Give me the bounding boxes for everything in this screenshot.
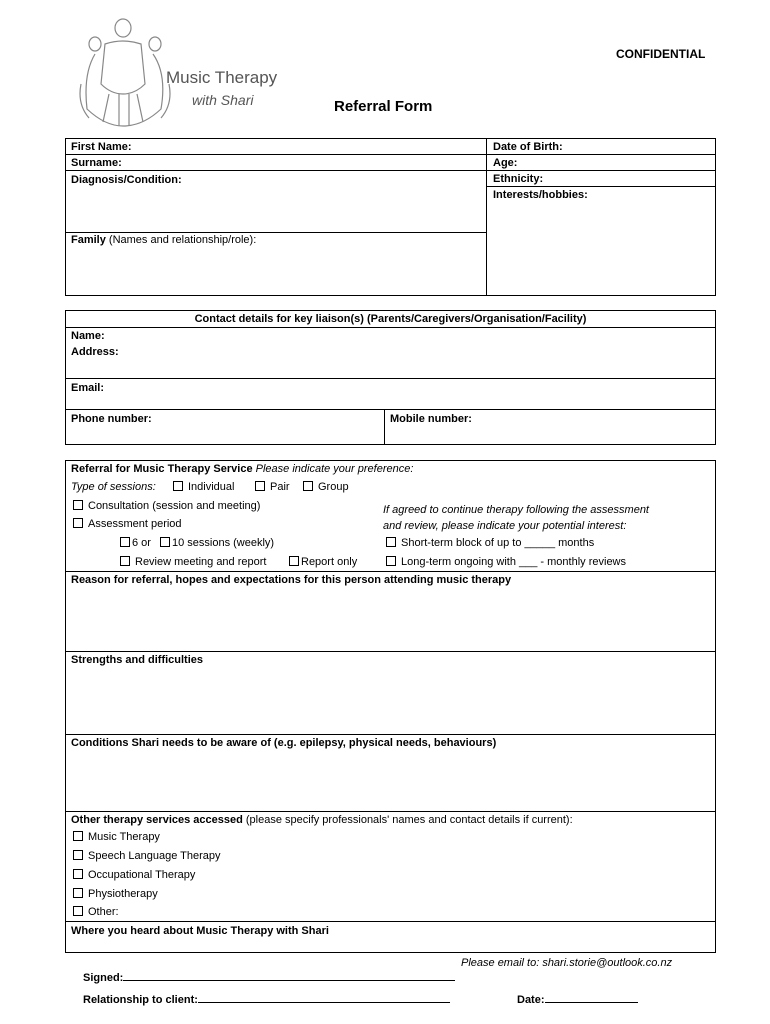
option-label: Consultation (session and meeting) [88,500,261,512]
checkbox[interactable] [289,556,299,566]
family-label: Family [71,234,106,246]
option-label: Assessment period [88,518,182,530]
contact-heading: Contact details for key liaison(s) (Parents/Caregivers/Organisation/Facility) [194,313,587,325]
family-field[interactable] [71,234,256,246]
relationship-line[interactable] [198,993,450,1003]
option-ten-sessions[interactable] [160,537,274,549]
divider [486,138,487,296]
option-label: Physiotherapy [88,888,158,900]
referral-heading-label: Referral for Music Therapy Service [71,463,253,475]
other-services-heading [71,814,573,826]
relationship-label: Relationship to client: [83,994,198,1006]
session-type-label: Type of sessions: [71,481,156,493]
option-label: Other: [88,906,119,918]
option-report-only[interactable] [289,556,357,568]
divider [486,186,716,187]
checkbox[interactable] [73,500,83,510]
reason-field[interactable]: Reason for referral, hopes and expectations for this person attending music therapy [71,574,512,586]
checkbox[interactable] [73,850,83,860]
date-field[interactable] [517,993,638,1006]
option-label: Individual [188,481,235,493]
surname-field[interactable]: Surname: [71,157,122,169]
phone-field[interactable]: Phone number: [71,413,152,425]
ethnicity-field[interactable]: Ethnicity: [493,173,544,185]
option-label: Short-term block of up to _____ months [401,537,595,549]
date-label: Date: [517,994,545,1006]
email-field[interactable]: Email: [71,382,105,394]
relationship-field[interactable] [83,993,450,1006]
liaison-name-field[interactable]: Name: [71,330,105,342]
continue-note-line2: and review, please indicate your potential interest: [383,520,627,532]
diagnosis-field[interactable]: Diagnosis/Condition: [71,174,182,186]
divider [65,734,716,735]
option-individual[interactable] [173,481,234,493]
checkbox[interactable] [173,481,183,491]
dob-field[interactable]: Date of Birth: [493,141,563,153]
family-note: (Names and relationship/role): [105,234,257,246]
checkbox[interactable] [120,537,130,547]
option-label: Music Therapy [88,831,160,843]
first-name-field[interactable]: First Name: [71,141,132,153]
option-label: Long-term ongoing with ___ - monthly reviews [401,556,627,568]
logo-title: Music Therapy [166,68,278,87]
divider [65,811,716,812]
option-label: 10 sessions (weekly) [172,537,275,549]
email-instruction: Please email to: shari.storie@outlook.co.nz [461,957,673,969]
checkbox[interactable] [73,869,83,879]
option-physiotherapy[interactable] [73,888,158,900]
divider [65,651,716,652]
option-label: Pair [270,481,290,493]
divider [65,170,716,171]
signed-label: Signed: [83,972,124,984]
strengths-field[interactable]: Strengths and difficulties [71,654,204,666]
divider [65,327,716,328]
divider [65,571,716,572]
interests-field[interactable]: Interests/hobbies: [493,189,588,201]
checkbox[interactable] [120,556,130,566]
option-group[interactable] [303,481,349,493]
checkbox[interactable] [386,537,396,547]
checkbox[interactable] [255,481,265,491]
logo-figures [75,14,175,132]
option-speech-therapy[interactable] [73,850,221,862]
age-field[interactable]: Age: [493,157,518,169]
confidential-label: CONFIDENTIAL [616,47,706,61]
option-label: Occupational Therapy [88,869,196,881]
logo-subtitle: with Shari [192,92,254,108]
option-label: Review meeting and report [135,556,267,568]
option-label: Report only [301,556,358,568]
form-title: Referral Form [334,98,433,115]
signed-field[interactable] [83,971,455,984]
checkbox[interactable] [73,906,83,916]
date-line[interactable] [545,993,638,1003]
client-details-table [65,138,716,296]
divider [65,232,486,233]
option-consultation[interactable] [73,500,260,512]
conditions-field[interactable]: Conditions Shari needs to be aware of (e.g. epilepsy, physical needs, behaviours) [71,737,497,749]
other-services-note: (please specify professionals' names and contact details if current): [242,814,573,826]
divider [65,921,716,922]
address-field[interactable]: Address: [71,346,119,358]
other-services-label: Other therapy services accessed [71,814,243,826]
divider [65,409,716,410]
option-six-sessions[interactable] [120,537,151,549]
heard-about-field[interactable]: Where you heard about Music Therapy with Shari [71,925,329,937]
checkbox[interactable] [160,537,170,547]
referral-heading [71,463,413,475]
checkbox[interactable] [73,518,83,528]
option-pair[interactable] [255,481,290,493]
option-label: Speech Language Therapy [88,850,221,862]
option-label: Group [318,481,349,493]
checkbox[interactable] [386,556,396,566]
divider [65,378,716,379]
divider [65,154,716,155]
option-music-therapy[interactable] [73,831,160,843]
checkbox[interactable] [73,831,83,841]
option-assessment[interactable] [73,518,182,530]
checkbox[interactable] [303,481,313,491]
signed-line[interactable] [123,971,455,981]
option-label: 6 or [132,537,151,549]
option-occupational-therapy[interactable] [73,869,195,881]
checkbox[interactable] [73,888,83,898]
option-other[interactable] [73,906,119,918]
option-short-term[interactable] [386,537,594,549]
referral-heading-note: Please indicate your preference: [252,463,414,475]
divider [384,409,385,445]
mobile-field[interactable]: Mobile number: [390,413,472,425]
continue-note-line1: If agreed to continue therapy following the assessment [383,504,649,516]
option-review-meeting[interactable] [120,556,266,568]
option-long-term[interactable] [386,556,626,568]
